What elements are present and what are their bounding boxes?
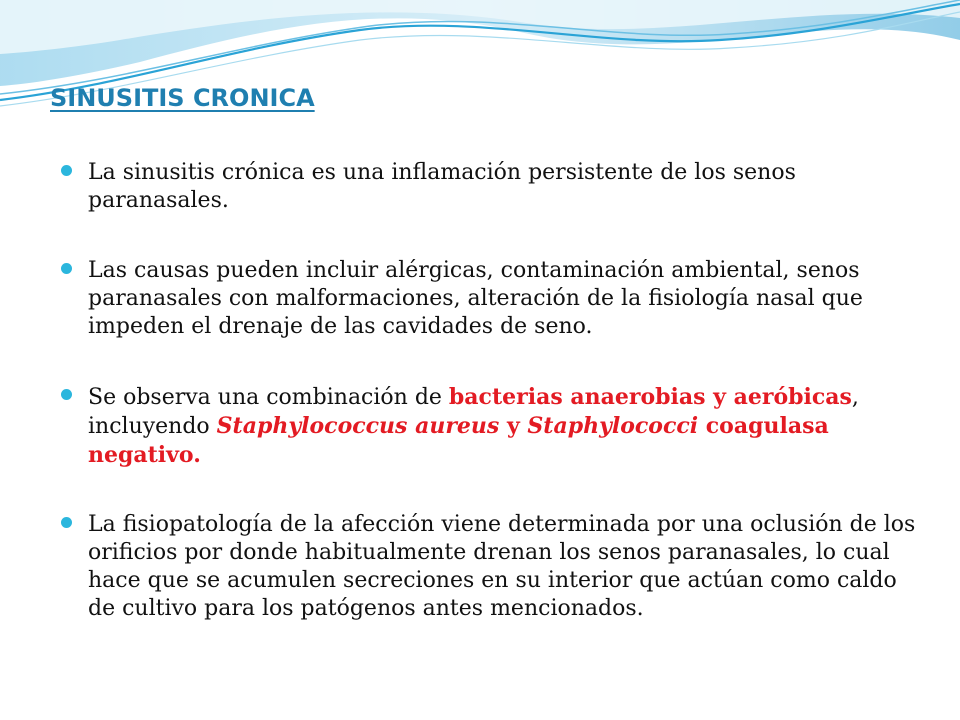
highlight-joiner: y <box>499 413 528 439</box>
highlight-organism-staph-aureus: Staphylococcus aureus <box>216 413 500 439</box>
bullet-item-definition <box>88 159 928 215</box>
bullet-text-pre: Se observa una combinación de <box>88 385 449 410</box>
bullet-text: La fisiopatología de la afección viene determinada por una oclusión de los orificios por donde habitualmente drenan los senos paranasales, lo cual hace que se acumulen secreciones en su interior que actúan como caldo de cultivo para los patógenos antes mencionados. <box>88 512 916 621</box>
bullet-dot-icon <box>61 263 72 274</box>
bullet-dot-icon <box>61 517 72 528</box>
highlight-organism-staphylococci: Staphylococci <box>527 413 699 439</box>
bullet-text: Las causas pueden incluir alérgicas, contaminación ambiental, senos paranasales con malformaciones, alteración de la fisiología nasal que impeden el drenaje de las cavidades de seno. <box>88 258 863 339</box>
bullet-dot-icon <box>61 389 72 400</box>
bullet-item-bacteria <box>88 383 928 470</box>
bullet-item-pathophysiology <box>88 511 928 623</box>
bullet-text-mid: , incluyendo <box>88 385 859 439</box>
highlight-bacteria-types: bacterias anaerobias y aeróbicas <box>448 384 852 410</box>
highlight-coagulase-negative: coagulasa negativo. <box>88 413 829 468</box>
bullet-item-causes <box>88 257 928 341</box>
bullet-text: La sinusitis crónica es una inflamación persistente de los senos paranasales. <box>88 160 796 213</box>
bullet-dot-icon <box>61 165 72 176</box>
slide-title: SINUSITIS CRONICA <box>50 84 315 112</box>
